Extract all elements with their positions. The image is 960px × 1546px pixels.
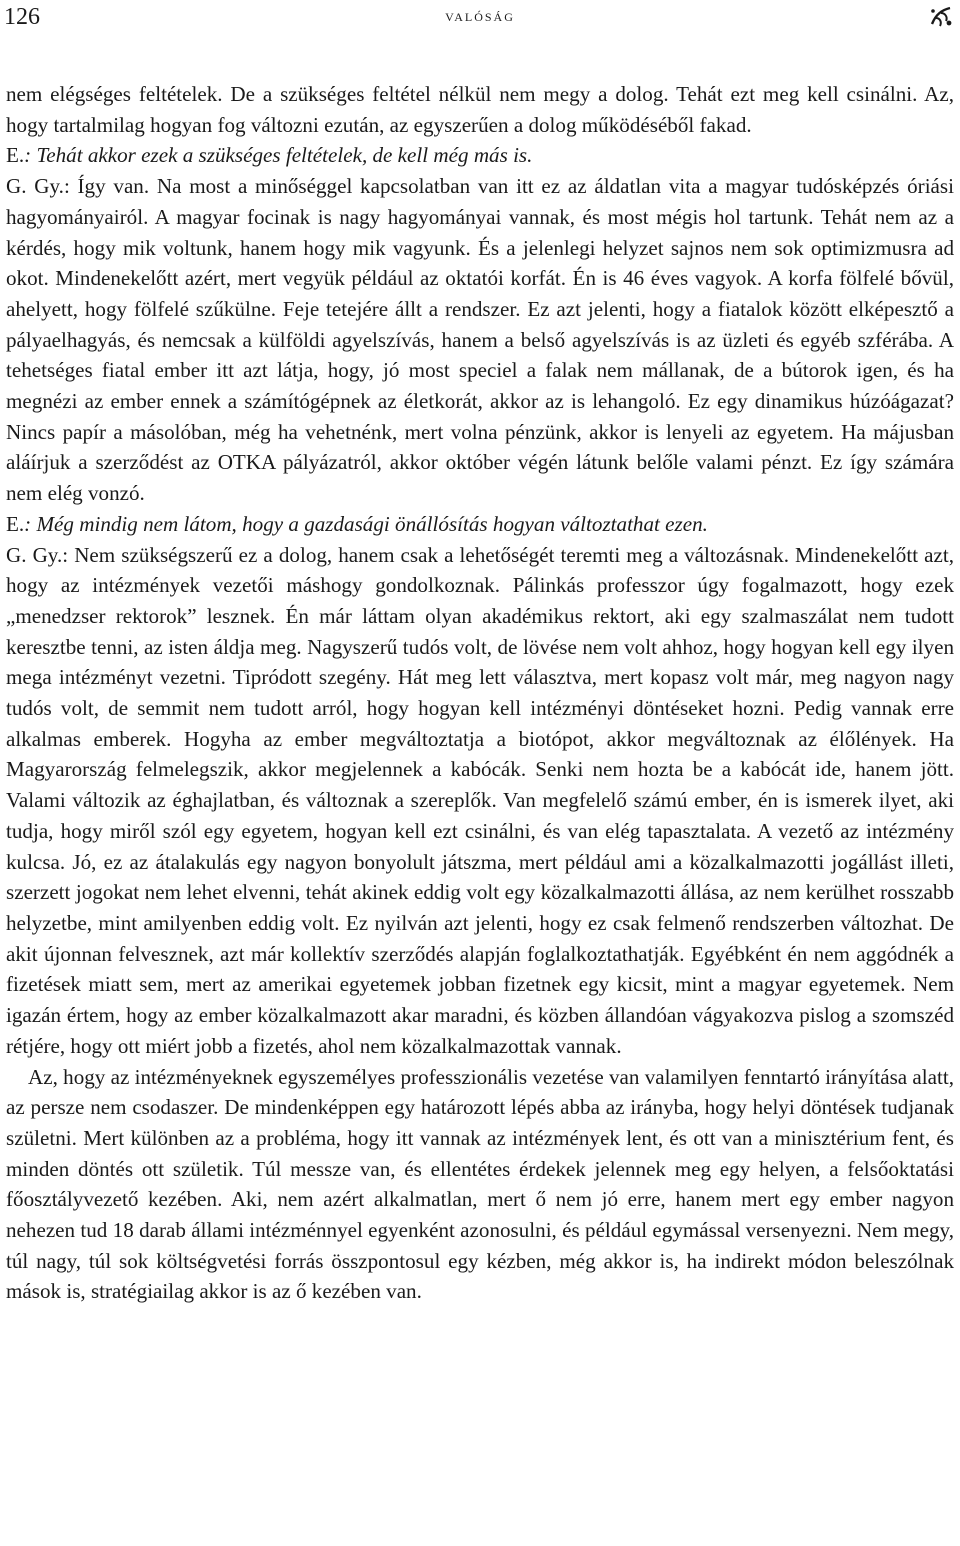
speaker-label: E. — [6, 511, 25, 536]
speaker-label: G. Gy. — [6, 174, 64, 199]
interviewee-answer — [6, 540, 954, 1062]
question-text: : Még mindig nem látom, hogy a gazdasági önállósítás hogyan változtathat ezen. — [24, 511, 708, 536]
interviewee-answer — [6, 171, 954, 509]
speaker-label: G. Gy. — [6, 542, 63, 567]
fleuron-icon — [928, 4, 954, 30]
interviewer-question — [6, 140, 954, 171]
interviewer-question — [6, 509, 954, 540]
page-header — [0, 0, 960, 36]
answer-text: : Nem szükségszerű ez a dolog, hanem csak a lehetőségét teremti meg a változásnak. Mindenekelőtt azt, hogy az intézmények vezetői máshogy gondolkoznak. Pálinkás professzor úgy fogalmazott, hogy ezek „menedzser rektorok” lesznek. Én már láttam olyan akadémikus rektort, aki egy szalmaszálat nem tudott keresztbe tenni, az isten áldja meg. Nagyszerű tudós volt, de lövése nem volt ahhoz, hogy hogyan kell egy ilyen mega intézményt vezetni. Tipródott szegény. Hát meg lett választva, mert kopasz volt már, meg nagyon nagy tudós volt, de semmit nem tudott arról, hogy hogyan kell intézményi döntéseket hozni. Pedig vannak erre alkalmas emberek. Hogyha az ember megváltoztatja a biotópot, akkor megváltoznak az élőlények. Ha Magyarország felmelegszik, akkor megjelennek a kabócák. Senki nem hozta be a kabócát ide, hanem jött. Valami változik az éghajlatban, és változnak a szereplők. Van megfelelő számú ember, én is ismerek ilyet, aki tudja, hogy miről szól egy egyetem, hogyan kell ezt csinálni, és van elég tapasztalata. A vezető az intézmény kulcsa. Jó, ez az átalakulás egy nagyon bonyolult játszma, mert például ami a közalkalmazotti jogállást illeti, szerzett jogokat nem lehet elvenni, tehát akinek eddig volt egy közalkalmazotti állása, az nem kerülhet rosszabb helyzetbe, mint amilyenben eddig volt. Ez nyilván azt jelenti, hogy ez csak felmenő rendszerben változhat. De akit újonnan felvesznek, azt már kollektív szerződés alapján foglalkoztathatják. Egyébként én nem aggódnék a fizetések miatt sem, mert az amerikai egyetemek jobban fizetnek egy kicsit, mint a magyar egyetemek. Nem igazán értem, hogy az ember közalkalmazott akar maradni, és közben állandóan vágyakozva pislog a szomszéd rétjére, hogy ott miért jobb a fizetés, ahol nem közalkalmazottak vannak. — [6, 542, 954, 1058]
paragraph: nem elégséges feltételek. De a szükséges feltétel nélkül nem megy a dolog. Tehát ezt meg kell csinálni. Az, hogy tartalmilag hogyan fog változni ezután, az egyszerűen a dolog működéséből fakad. — [6, 82, 954, 137]
paragraph: Az, hogy az intézményeknek egyszemélyes professzionális vezetése van valamilyen fenntartó irányítása alatt, az persze nem csodaszer. De mindenképpen egy határozott lépés abba az irányba, hogy helyi döntések tudjanak születni. Mert különben az a probléma, hogy itt vannak az intézmények lent, és ott van a minisztérium fent, és minden döntés ott születik. Túl messze van, és ellentétes érdekek jelennek meg egy helyen, a felsőoktatási főosztályvezető kezében. Aki, nem azért alkalmatlan, mert ő nem jó erre, hanem mert egy ember nagyon nehezen tud 18 darab állami intézménnyel egyenként azonosulni, és például egymással versenyezni. Nem megy, túl nagy, túl sok költségvetési forrás összpontosul egy kézben, még akkor is, ha indirekt módon beleszólnak mások is, stratégiailag akkor is az ő kezében van. — [6, 1064, 954, 1304]
question-text: : Tehát akkor ezek a szükséges feltételek, de kell még más is. — [24, 143, 533, 168]
speaker-label: E. — [6, 143, 25, 168]
page-number: 126 — [4, 4, 40, 30]
running-title: valóság — [445, 6, 515, 25]
article-body — [6, 79, 954, 1307]
answer-text: : Így van. Na most a minőséggel kapcsolatban van itt ez az áldatlan vita a magyar tudósképzés óriási hagyományairól. A magyar focinak is nagy hagyományai vannak, és most mégis hol tartunk. Tehát nem az a kérdés, hogy mik voltunk, hanem hogy mik vagyunk. És a jelenlegi helyzet sajnos nem sok optimizmusra ad okot. Mindenekelőtt azért, mert vegyük például az oktatói korfát. Én is 46 éves vagyok. A korfa fölfelé bővül, ahelyett, hogy fölfelé szűkülne. Feje tetejére állt a rendszer. Ez azt jelenti, hogy a fiatalok között elképesztő a pályaelhagyás, és nemcsak a külföldi agyelszívás, hanem a belső agyelszívás is az üzleti és egyéb szférába. A tehetséges fiatal ember itt azt látja, hogy, jó most speciel a falak nem mállanak, de a bútorok igen, és ha megnézi az ember ennek a számítógépnek az életkorát, akkor az is lehangoló. Ez egy dinamikus húzóágazat? Nincs papír a másolóban, még ha vehetnénk, mert volna pénzünk, akkor is lenyeli az egyetem. Ha májusban aláírjuk a szerződést az OTKA pályázatról, akkor október végén látunk belőle valami pénzt. Ez így számára nem elég vonzó. — [6, 174, 954, 506]
